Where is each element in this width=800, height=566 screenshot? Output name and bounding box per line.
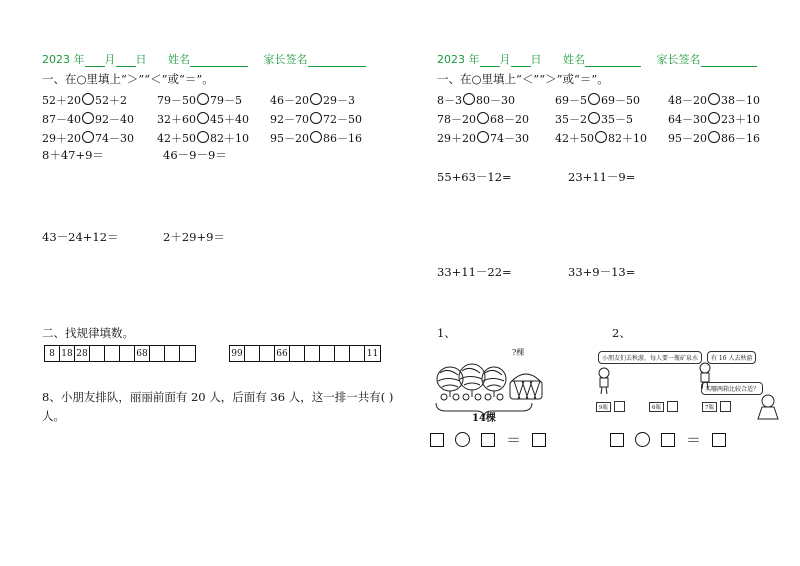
sequence-cell: 66 xyxy=(275,346,290,361)
compare-item: 52＋20 52＋2 xyxy=(42,94,127,107)
right-section1-title: 一、在○里填上“＜”“＞”或“＝”。 xyxy=(437,72,609,86)
picture-problem-2-label: 2、 xyxy=(612,326,631,340)
sequence-cell[interactable] xyxy=(350,346,365,361)
sequence-cell: 11 xyxy=(366,348,379,359)
left-section1-title: 一、在○里填上“＞”“＜”或“＝”。 xyxy=(42,72,214,86)
left-section2-title: 二、找规律填数。 xyxy=(42,326,134,340)
right-header: 2023 年 月 日 姓名 家长签名 xyxy=(437,51,757,67)
child-figure-2 xyxy=(700,363,710,389)
calc-problem: 55+63－12= xyxy=(437,170,512,184)
sequence-cell: 8 xyxy=(45,346,60,361)
name-blank[interactable] xyxy=(190,55,248,67)
compare-item: 42＋50 82＋10 xyxy=(555,132,647,145)
left-header: 2023 年 月 日 姓名 家长签名 xyxy=(42,51,366,67)
compare-circle[interactable] xyxy=(310,112,322,124)
water-box-label: 9瓶 xyxy=(596,402,611,412)
speech-bubble: 买哪两箱比较合适？ xyxy=(701,382,763,395)
parent-sign-blank[interactable] xyxy=(701,55,757,67)
word-problem-line: 8、小朋友排队，丽丽前面有 20 人，后面有 36 人，这一排一共有( ) xyxy=(42,390,394,404)
water-box-label: 7瓶 xyxy=(702,402,717,412)
answer-equation-2 xyxy=(610,429,726,450)
water-box-icon xyxy=(720,401,731,412)
compare-item: 87－40 92－40 xyxy=(42,113,134,126)
child-figure-1 xyxy=(599,368,609,394)
tree-bundle-3 xyxy=(482,367,506,397)
calc-problem: 2＋29+9＝ xyxy=(163,230,225,244)
basket xyxy=(510,374,542,399)
compare-item: 69－5 69－50 xyxy=(555,94,640,107)
sequence-table-2 xyxy=(229,345,381,362)
teacher-figure xyxy=(758,395,778,419)
name-label: 姓名 xyxy=(563,53,585,66)
total-trees-label: 14棵 xyxy=(472,413,496,424)
equals-sign: ＝ xyxy=(506,431,522,449)
compare-circle[interactable] xyxy=(197,131,209,143)
compare-circle[interactable] xyxy=(477,131,489,143)
compare-circle[interactable] xyxy=(82,131,94,143)
compare-item: 78－20 68－20 xyxy=(437,113,529,126)
sequence-cell: 18 xyxy=(60,346,75,361)
day-blank[interactable] xyxy=(116,55,136,67)
answer-square[interactable] xyxy=(481,433,495,447)
compare-item: 29＋20 74－30 xyxy=(42,132,134,145)
tree-bundle-1 xyxy=(437,367,463,397)
answer-square[interactable] xyxy=(661,433,675,447)
day-blank[interactable] xyxy=(511,55,531,67)
compare-item: 35－2 35－5 xyxy=(555,113,633,126)
unknown-trees-label: ?棵 xyxy=(512,348,525,357)
answer-square[interactable] xyxy=(610,433,624,447)
year-label: 2023 年 xyxy=(437,53,480,66)
calc-problem: 8＋47+9＝ xyxy=(42,148,104,162)
sequence-cell[interactable] xyxy=(290,346,305,361)
compare-circle[interactable] xyxy=(708,112,720,124)
calc-problem: 33+9－13= xyxy=(568,265,636,279)
compare-item: 79－50 79－5 xyxy=(157,94,242,107)
compare-item: 32＋60 45＋40 xyxy=(157,113,249,126)
compare-circle[interactable] xyxy=(588,112,600,124)
answer-equation-1 xyxy=(430,429,546,450)
calc-problem: 23+11－9= xyxy=(568,170,636,184)
speech-bubble: 小朋友们去秋游，每人要一瓶矿泉水 xyxy=(598,351,702,364)
water-box-label: 6瓶 xyxy=(649,402,664,412)
compare-circle[interactable] xyxy=(82,93,94,105)
compare-item: 95－20 86－16 xyxy=(270,132,362,145)
sequence-cell[interactable] xyxy=(105,346,120,361)
answer-square[interactable] xyxy=(532,433,546,447)
compare-circle[interactable] xyxy=(197,93,209,105)
sequence-cell[interactable] xyxy=(180,346,195,361)
sequence-cell: 28 xyxy=(75,346,90,361)
parent-sign-label: 家长签名 xyxy=(656,53,701,66)
sequence-cell[interactable] xyxy=(335,346,350,361)
name-blank[interactable] xyxy=(585,55,641,67)
sequence-table-1 xyxy=(44,345,196,362)
compare-circle[interactable] xyxy=(310,131,322,143)
sequence-cell[interactable] xyxy=(165,346,180,361)
outing-illustration xyxy=(590,343,780,423)
operator-circle[interactable] xyxy=(635,432,650,447)
sequence-cell: 68 xyxy=(135,346,150,361)
sequence-cell[interactable] xyxy=(260,346,275,361)
calc-problem: 33+11－22= xyxy=(437,265,512,279)
compare-circle[interactable] xyxy=(708,131,720,143)
trees-illustration xyxy=(430,343,560,423)
compare-circle[interactable] xyxy=(708,93,720,105)
water-boxes-row xyxy=(596,401,731,412)
compare-item: 64－30 23＋10 xyxy=(668,113,760,126)
compare-circle[interactable] xyxy=(310,93,322,105)
month-blank[interactable] xyxy=(85,55,105,67)
parent-sign-blank[interactable] xyxy=(308,55,366,67)
sequence-cell[interactable] xyxy=(120,346,135,361)
picture-problem-1-label: 1、 xyxy=(437,326,456,340)
compare-item: 95－20 86－16 xyxy=(668,132,760,145)
name-label: 姓名 xyxy=(168,53,190,66)
calc-problem: 46－9－9＝ xyxy=(163,148,227,162)
sequence-cell[interactable] xyxy=(90,346,105,361)
compare-item: 46－20 29－3 xyxy=(270,94,355,107)
compare-circle[interactable] xyxy=(477,112,489,124)
word-problem-line: 人。 xyxy=(42,409,65,423)
compare-item: 42＋50 82＋10 xyxy=(157,132,249,145)
sequence-cell[interactable] xyxy=(245,346,260,361)
speech-bubble: 有 16 人去秋游 xyxy=(707,351,756,364)
operator-circle[interactable] xyxy=(455,432,470,447)
water-box-icon xyxy=(667,401,678,412)
compare-circle[interactable] xyxy=(82,112,94,124)
compare-circle[interactable] xyxy=(463,93,475,105)
answer-square[interactable] xyxy=(712,433,726,447)
year-label: 2023 年 xyxy=(42,53,85,66)
compare-item: 8－3 80－30 xyxy=(437,94,515,107)
compare-item: 48－20 38－10 xyxy=(668,94,760,107)
calc-problem: 43－24+12＝ xyxy=(42,230,119,244)
compare-item: 92－70 72－50 xyxy=(270,113,362,126)
sequence-cell[interactable] xyxy=(305,346,320,361)
water-box-icon xyxy=(614,401,625,412)
compare-circle[interactable] xyxy=(197,112,209,124)
compare-circle[interactable] xyxy=(595,131,607,143)
sequence-cell[interactable] xyxy=(150,346,165,361)
sequence-cell: 99 xyxy=(230,346,245,361)
month-blank[interactable] xyxy=(480,55,500,67)
parent-sign-label: 家长签名 xyxy=(263,53,308,66)
compare-circle[interactable] xyxy=(588,93,600,105)
equals-sign: ＝ xyxy=(686,431,702,449)
answer-square[interactable] xyxy=(430,433,444,447)
sequence-cell[interactable] xyxy=(320,346,335,361)
compare-item: 29＋20 74－30 xyxy=(437,132,529,145)
